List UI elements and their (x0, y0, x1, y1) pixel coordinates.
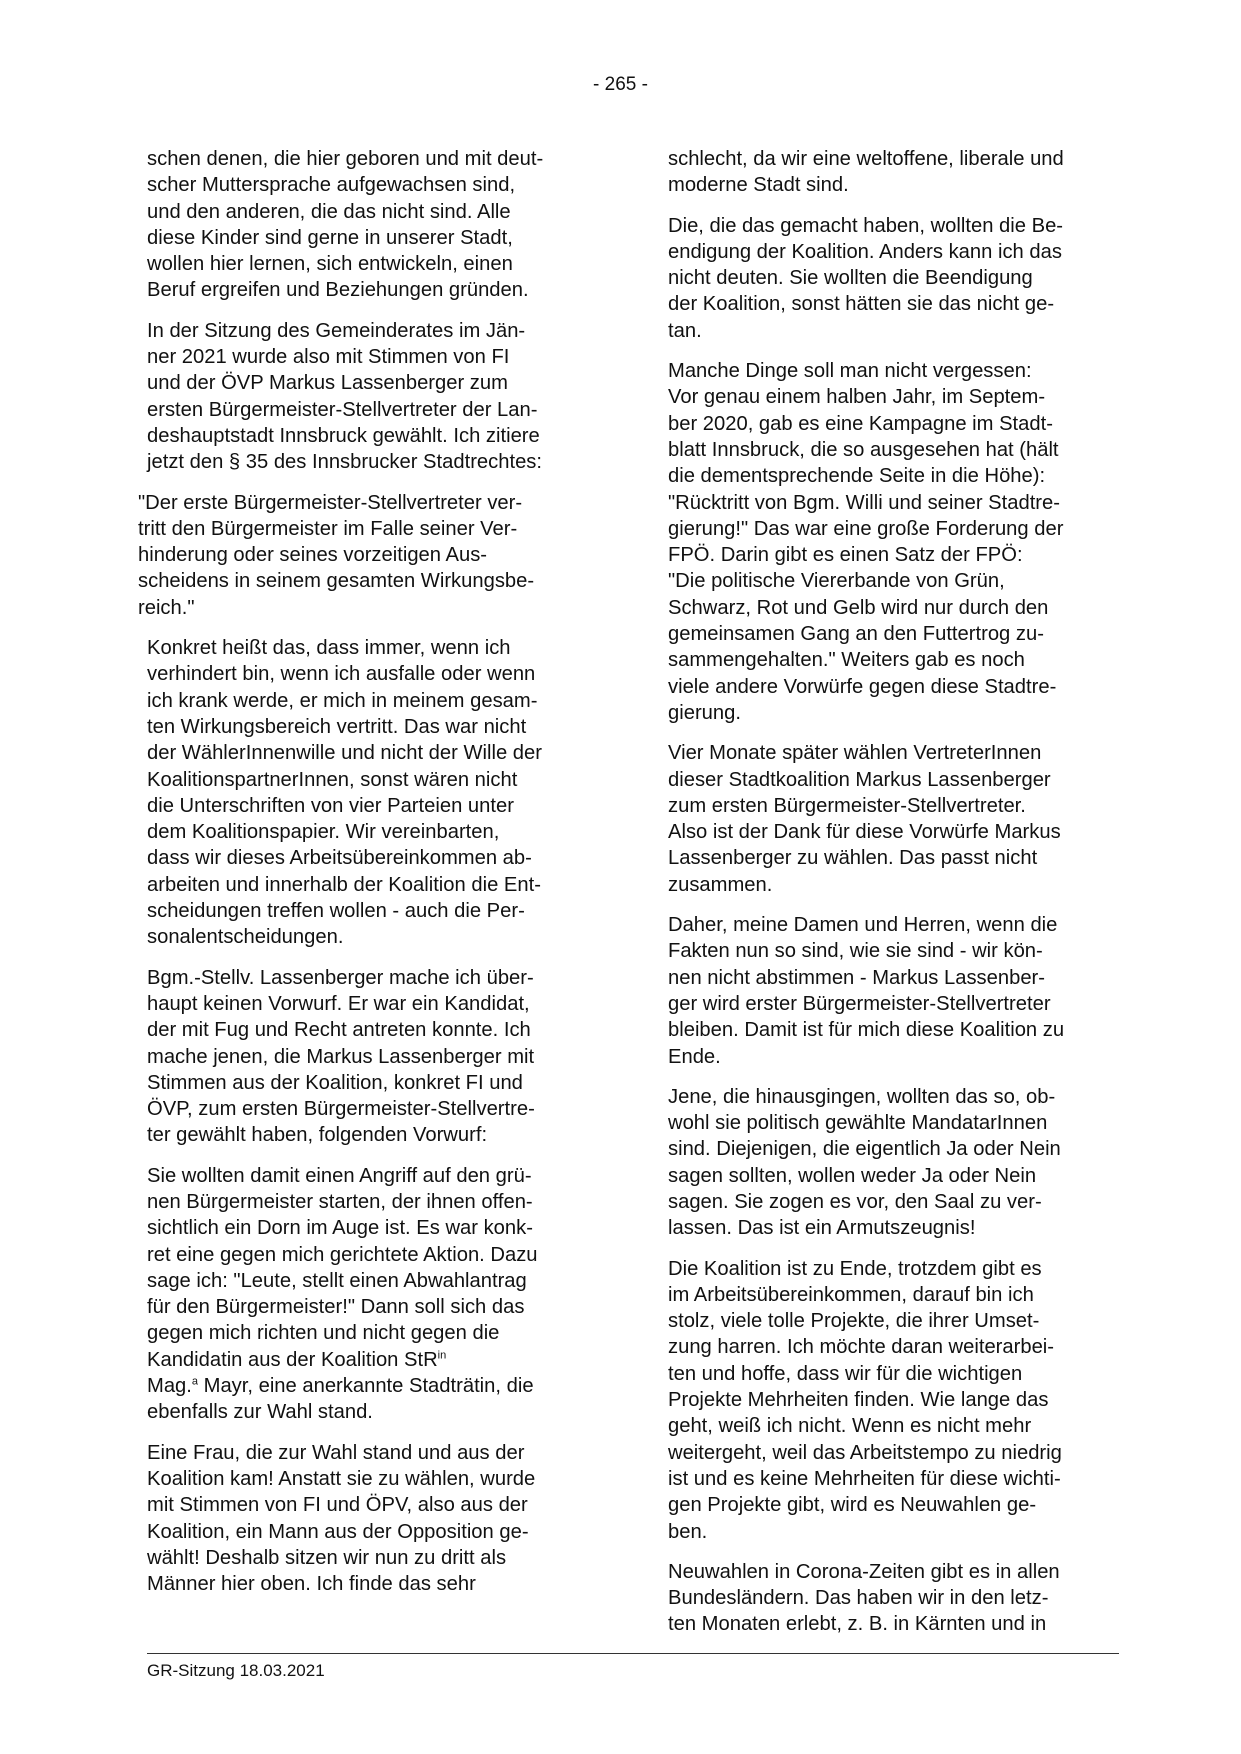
text-line: sammengehalten." Weiters gab es noch (668, 649, 1025, 672)
text-line: haupt keinen Vorwurf. Er war ein Kandidat, (147, 992, 530, 1015)
paragraph (668, 1084, 1133, 1242)
text-line: nicht deuten. Sie wollten die Beendigung (668, 267, 1033, 290)
text-line: sage ich: "Leute, stellt einen Abwahlantrag (147, 1269, 527, 1292)
text-line: Die Koalition ist zu Ende, trotzdem gibt es (668, 1257, 1042, 1280)
text-line: ÖVP, zum ersten Bürgermeister-Stellvertre- (147, 1098, 535, 1121)
paragraph (668, 1559, 1133, 1638)
text-line: ger wird erster Bürgermeister-Stellvertreter (668, 992, 1051, 1015)
footer-divider (147, 1653, 1119, 1654)
left-column (138, 146, 607, 1611)
paragraph (147, 1163, 607, 1426)
text-line: Daher, meine Damen und Herren, wenn die (668, 914, 1058, 937)
text-line: Sie wollten damit einen Angriff auf den grü- (147, 1164, 532, 1187)
text-line: "Der erste Bürgermeister-Stellvertreter ver- (138, 491, 523, 514)
paragraph (147, 1440, 607, 1598)
text-fragment: Mag. (147, 1375, 192, 1398)
text-line: diese Kinder sind gerne in unserer Stadt, (147, 226, 513, 249)
text-line: Fakten nun so sind, wie sie sind - wir kön- (668, 940, 1043, 963)
text-line: Stimmen aus der Koalition, konkret FI und (147, 1071, 523, 1094)
text-line: stolz, viele tolle Projekte, die ihrer Umset- (668, 1310, 1040, 1333)
text-line: Also ist der Dank für diese Vorwürfe Markus (668, 821, 1061, 844)
text-line: "Rücktritt von Bgm. Willi und seiner Stadtre- (668, 491, 1060, 514)
paragraph (668, 912, 1133, 1070)
text-line: ter gewählt haben, folgenden Vorwurf: (147, 1124, 488, 1147)
text-line: dieser Stadtkoalition Markus Lassenberger (668, 768, 1051, 791)
text-line: viele andere Vorwürfe gegen diese Stadtre- (668, 675, 1057, 698)
text-line: sind. Diejenigen, die eigentlich Ja oder Nein (668, 1138, 1061, 1161)
text-line: wollen hier lernen, sich entwickeln, einen (147, 253, 513, 276)
footer-session-date: GR-Sitzung 18.03.2021 (147, 1661, 325, 1680)
text-line: geht, weiß ich nicht. Wenn es nicht mehr (668, 1415, 1032, 1438)
paragraph (147, 965, 607, 1149)
text-line: ich krank werde, er mich in meinem gesam- (147, 689, 538, 712)
text-line: dem Koalitionspapier. Wir vereinbarten, (147, 821, 500, 844)
text-line: blatt Innsbruck, die so ausgesehen hat (hält (668, 438, 1059, 461)
text-line: zusammen. (668, 873, 773, 896)
text-line: ist und es keine Mehrheiten für diese wichti- (668, 1467, 1061, 1490)
text-line: Schwarz, Rot und Gelb wird nur durch den (668, 596, 1049, 619)
text-line: scheidens in seinem gesamten Wirkungsbe- (138, 570, 535, 593)
text-line: für den Bürgermeister!" Dann soll sich das (147, 1296, 525, 1319)
paragraph (668, 358, 1133, 726)
paragraph-lines (147, 1163, 607, 1347)
page-number: - 265 - (593, 74, 648, 95)
text-line: Ende. (668, 1045, 721, 1068)
text-line: die dementsprechende Seite in die Höhe): (668, 465, 1046, 488)
text-line: verhindert bin, wenn ich ausfalle oder wenn (147, 663, 536, 686)
text-line: ret eine gegen mich gerichtete Aktion. Dazu (147, 1243, 538, 1266)
text-line: gierung!" Das war eine große Forderung der (668, 517, 1064, 540)
text-line: Vor genau einem halben Jahr, im Septem- (668, 386, 1046, 409)
text-line: mache jenen, die Markus Lassenberger mit (147, 1045, 535, 1068)
text-line: dass wir dieses Arbeitsübereinkommen ab- (147, 847, 532, 870)
text-line: zung harren. Ich möchte daran weiterarbei- (668, 1336, 1055, 1359)
text-line: ben. (668, 1520, 708, 1543)
paragraph (147, 635, 607, 951)
text-line: deshauptstadt Innsbruck gewählt. Ich zitiere (147, 424, 540, 447)
text-line: Beruf ergreifen und Beziehungen gründen. (147, 279, 529, 302)
text-line: gen Projekte gibt, wird es Neuwahlen ge- (668, 1494, 1037, 1517)
text-line: der WählerInnenwille und nicht der Wille der (147, 742, 542, 765)
text-line: Männer hier oben. Ich finde das sehr (147, 1573, 476, 1596)
text-line: Vier Monate später wählen VertreterInnen (668, 742, 1042, 765)
text-line: ersten Bürgermeister-Stellvertreter der Lan- (147, 398, 538, 421)
text-line: Eine Frau, die zur Wahl stand und aus der (147, 1441, 525, 1464)
text-line (147, 1347, 607, 1373)
text-line: Die, die das gemacht haben, wollten die Be- (668, 214, 1064, 237)
text-line: lassen. Das ist ein Armutszeugnis! (668, 1217, 976, 1240)
paragraph (147, 318, 607, 476)
text-line: wohl sie politisch gewählte MandatarInnen (668, 1112, 1048, 1135)
text-line: gemeinsamen Gang an den Futtertrog zu- (668, 623, 1044, 646)
text-line: hinderung oder seines vorzeitigen Aus- (138, 544, 488, 567)
text-line: FPÖ. Darin gibt es einen Satz der FPÖ: (668, 544, 1023, 567)
paragraph (668, 146, 1133, 199)
text-line: ner 2021 wurde also mit Stimmen von FI (147, 346, 510, 369)
text-line: Bundesländern. Das haben wir in den letz- (668, 1587, 1049, 1610)
text-line: der Koalition, sonst hätten sie das nicht ge- (668, 293, 1055, 316)
paragraph (668, 740, 1133, 898)
text-line: die Unterschriften von vier Parteien unter (147, 794, 514, 817)
text-line: Jene, die hinausgingen, wollten das so, ob- (668, 1085, 1056, 1108)
text-line: tan. (668, 319, 702, 342)
text-line: Koalition, ein Mann aus der Opposition ge- (147, 1520, 529, 1543)
text-line: Bgm.-Stellv. Lassenberger mache ich über- (147, 966, 534, 989)
text-line: arbeiten und innerhalb der Koalition die Ent- (147, 873, 541, 896)
text-line: nen nicht abstimmen - Markus Lassenber- (668, 966, 1045, 989)
text-line: im Arbeitsübereinkommen, darauf bin ich (668, 1283, 1034, 1306)
text-line: moderne Stadt sind. (668, 174, 849, 197)
right-column (668, 146, 1133, 1652)
text-line: sichtlich ein Dorn im Auge ist. Es war konk- (147, 1217, 533, 1240)
superscript: a (191, 1375, 199, 1388)
text-line: scheidungen treffen wollen - auch die Per- (147, 900, 525, 923)
text-line: zum ersten Bürgermeister-Stellvertreter. (668, 794, 1026, 817)
text-line: Manche Dinge soll man nicht vergessen: (668, 360, 1032, 383)
text-line: und den anderen, die das nicht sind. Alle (147, 200, 511, 223)
text-line: jetzt den § 35 des Innsbrucker Stadtrechtes: (147, 451, 543, 474)
text-line: ten Monaten erlebt, z. B. in Kärnten und in (668, 1613, 1047, 1636)
text-line: gegen mich richten und nicht gegen die (147, 1322, 500, 1345)
text-line: Lassenberger zu wählen. Das passt nicht (668, 847, 1038, 870)
text-line: sonalentscheidungen. (147, 926, 344, 949)
text-fragment: Mayr, eine anerkannte Stadträtin, die (198, 1375, 534, 1398)
quote-paragraph (138, 490, 607, 621)
text-line: reich." (138, 596, 195, 619)
text-line: sagen sollten, wollen weder Ja oder Nein (668, 1164, 1037, 1187)
text-line: scher Muttersprache aufgewachsen sind, (147, 174, 516, 197)
text-line: nen Bürgermeister starten, der ihnen offen- (147, 1190, 533, 1213)
superscript: in (437, 1349, 447, 1362)
text-line: tritt den Bürgermeister im Falle seiner Ver- (138, 517, 518, 540)
text-line: Konkret heißt das, dass immer, wenn ich (147, 637, 511, 660)
text-line: und der ÖVP Markus Lassenberger zum (147, 372, 508, 395)
text-line: schlecht, da wir eine weltoffene, liberale und (668, 148, 1064, 170)
text-line: der mit Fug und Recht antreten konnte. Ich (147, 1019, 531, 1042)
text-line: schen denen, die hier geboren und mit deut- (147, 148, 544, 170)
text-line: weitergeht, weil das Arbeitstempo zu niedrig (668, 1441, 1062, 1464)
paragraph (668, 213, 1133, 344)
text-line: ber 2020, gab es eine Kampagne im Stadt- (668, 412, 1053, 435)
text-line: ebenfalls zur Wahl stand. (147, 1401, 373, 1424)
text-line: bleiben. Damit ist für mich diese Koalition zu (668, 1019, 1065, 1042)
text-line: mit Stimmen von FI und ÖPV, also aus der (147, 1494, 528, 1517)
text-fragment: Kandidatin aus der Koalition StR (147, 1348, 438, 1371)
text-line: In der Sitzung des Gemeinderates im Jän- (147, 319, 526, 342)
text-line: sagen. Sie zogen es vor, den Saal zu ver- (668, 1190, 1042, 1213)
text-line: gierung. (668, 701, 741, 724)
text-line: Neuwahlen in Corona-Zeiten gibt es in allen (668, 1560, 1060, 1583)
text-line: wählt! Deshalb sitzen wir nun zu dritt als (147, 1546, 507, 1569)
text-line: ten und hoffe, dass wir für die wichtigen (668, 1362, 1023, 1385)
paragraph (147, 146, 607, 304)
text-line: Projekte Mehrheiten finden. Wie lange das (668, 1389, 1049, 1412)
text-line: KoalitionspartnerInnen, sonst wären nicht (147, 768, 518, 791)
text-line: endigung der Koalition. Anders kann ich das (668, 240, 1062, 263)
text-line: Koalition kam! Anstatt sie zu wählen, wurde (147, 1467, 536, 1490)
paragraph (668, 1256, 1133, 1545)
text-line: "Die politische Viererbande von Grün, (668, 570, 1005, 593)
text-line (147, 1373, 607, 1399)
text-line: ten Wirkungsbereich vertritt. Das war nicht (147, 715, 527, 738)
